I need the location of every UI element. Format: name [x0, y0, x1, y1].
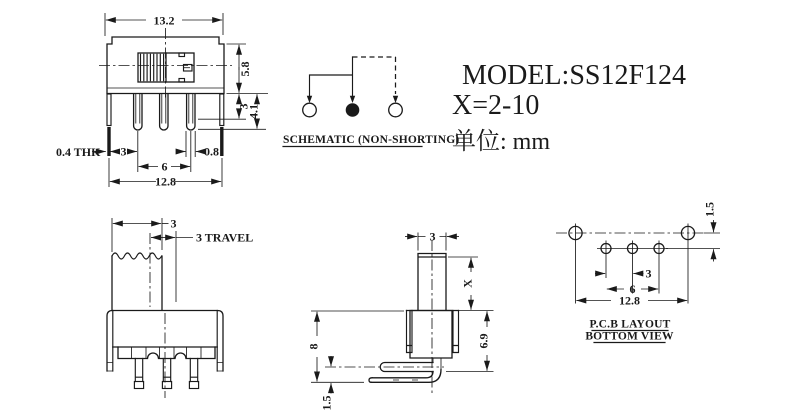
dim-pin-straight-label: 3 [236, 103, 251, 110]
left-mount-tab [107, 94, 111, 126]
front-view [56, 13, 268, 189]
dim-body-height-label: 5.8 [238, 61, 252, 77]
dim-pin-width-label: 0.8 [204, 144, 219, 159]
terminal-2-circle-filled [346, 103, 360, 117]
dim-pitch-label: 3 [645, 266, 652, 281]
dim-knob-width-label: 3 [170, 216, 177, 231]
break-line [112, 253, 162, 259]
pins [134, 359, 198, 389]
dim-pin-length-label: 4.1 [246, 104, 261, 119]
schematic-caption: SCHEMATIC (NON-SHORTING) [283, 134, 460, 146]
dim-span-label: 6 [629, 282, 636, 296]
pin-3 [187, 94, 195, 130]
pin-1 [134, 94, 142, 130]
dim-mount-span-label: 12.8 [619, 293, 640, 308]
dim-overall-height-label: 8 [306, 343, 321, 350]
dim-hole-offset-label: 1.5 [702, 202, 717, 217]
base-plate [118, 347, 215, 359]
dim-tab-span-label: 12.8 [155, 174, 176, 189]
title-block [452, 60, 686, 155]
knob-shaft [112, 256, 162, 310]
x-range-text: X=2-10 [452, 90, 540, 121]
alternate-position-dashed-line [353, 57, 396, 94]
pcb-caption-line1: P.C.B LAYOUT [589, 318, 671, 331]
dim-knob-height-label: X [460, 279, 475, 288]
terminal-3-circle [389, 103, 403, 117]
dim-tab-to-pin-label: 3 [120, 144, 127, 159]
housing-side [410, 311, 452, 359]
pcb-layout-view [556, 202, 720, 343]
knob-hatching [141, 54, 164, 81]
right-mount-tab [220, 94, 224, 126]
pcb-caption-line2: BOTTOM VIEW [585, 330, 674, 343]
dim-pin-span-label: 6 [161, 159, 168, 174]
dim-travel-label: 3 TRAVEL [196, 230, 254, 245]
dim-body-height-side-label: 6.9 [476, 333, 491, 349]
unit-text: 单位: mm [452, 129, 551, 155]
side-brackets [407, 311, 459, 353]
arrow-terminal-1 [307, 96, 312, 103]
terminal-1-circle [303, 103, 317, 117]
model-text: MODEL:SS12F124 [462, 60, 687, 91]
arrow-terminal-2 [350, 96, 355, 103]
arrow-terminal-3 [393, 96, 398, 103]
side-view [307, 230, 494, 411]
dim-knob-depth-label: 3 [429, 229, 436, 244]
dim-foot-offset-label: 1.5 [319, 395, 334, 411]
travel-view [107, 217, 253, 399]
dim-width-label: 13.2 [153, 13, 175, 28]
bent-pin [372, 372, 433, 378]
dim-thickness-label: 0.4 THK [56, 145, 101, 159]
schematic-view [283, 57, 459, 147]
pin-2 [160, 94, 168, 130]
